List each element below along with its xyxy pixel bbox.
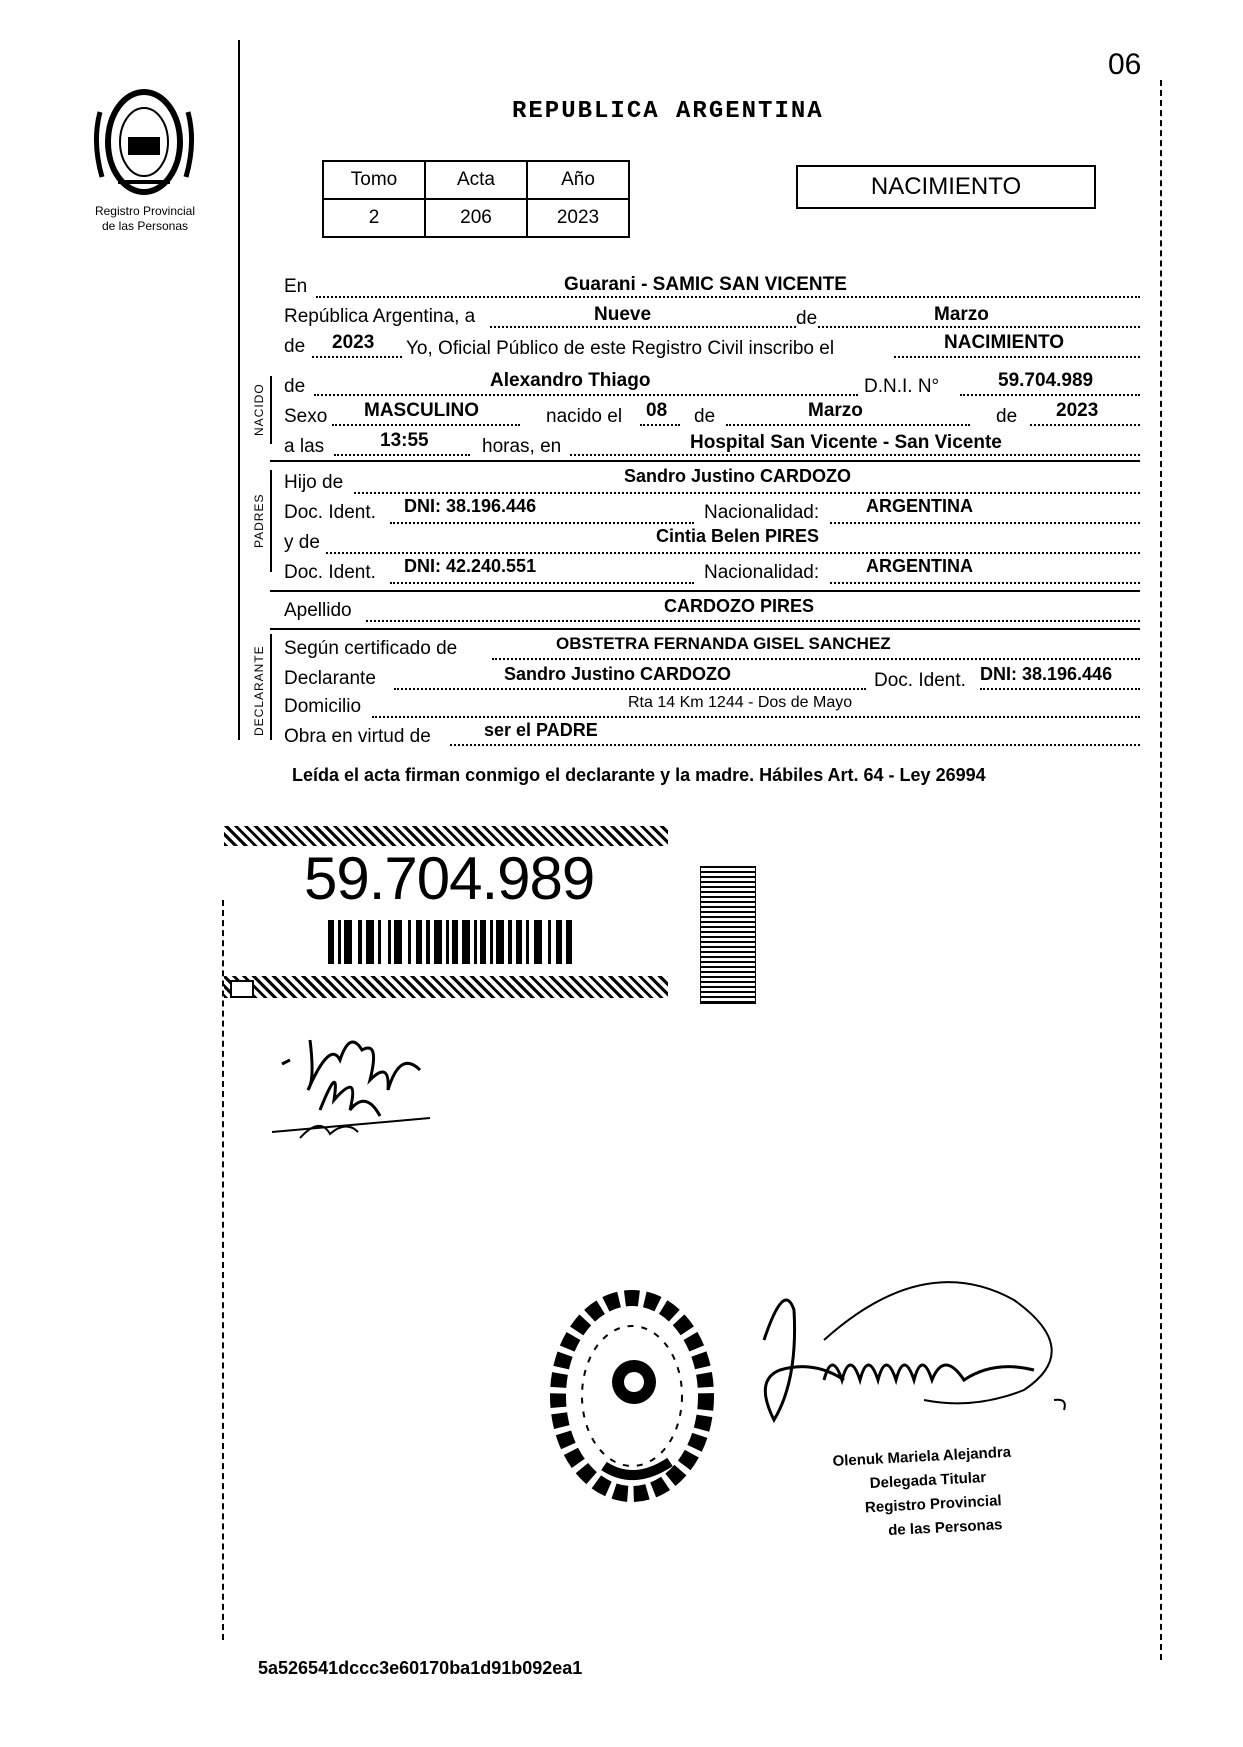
official-signature-icon	[724, 1270, 1104, 1440]
divider-apellido	[270, 628, 1140, 630]
row-relation	[284, 722, 1140, 748]
official-org2: de las Personas	[887, 1516, 1003, 1540]
value-month-word: Marzo	[934, 304, 989, 325]
coat-of-arms-icon	[88, 82, 200, 200]
label-apellido: Apellido	[284, 600, 352, 621]
dotted-line	[316, 296, 1140, 298]
dotted-line	[830, 522, 1140, 524]
dotted-line	[314, 394, 858, 396]
row-address	[284, 694, 1140, 720]
dotted-line	[570, 454, 1140, 456]
ref-header-tomo: Tomo	[323, 161, 425, 199]
row-surname	[284, 598, 1140, 624]
label-de-name: de	[284, 376, 306, 397]
official-org1: Registro Provincial	[864, 1492, 1003, 1517]
dotted-line	[960, 394, 1140, 396]
value-declarant-doc: DNI: 38.196.446	[980, 664, 1113, 684]
dotted-line	[830, 582, 1140, 584]
row-mother-doc	[284, 556, 1140, 586]
ref-header-ano: Año	[527, 161, 629, 199]
row-place	[284, 274, 1140, 300]
row-name	[284, 372, 1140, 398]
divider-padres	[270, 590, 1140, 592]
row-year-act	[284, 334, 1140, 360]
label-segun: Según certificado de	[284, 638, 458, 659]
ref-value-ano: 2023	[527, 199, 629, 237]
official-name: Olenuk Mariela Alejandra	[832, 1443, 1012, 1470]
label-a-las: a las	[284, 436, 325, 457]
value-year: 2023	[332, 332, 375, 353]
label-nacido-el: nacido el	[546, 406, 623, 427]
label-doc-ident: Doc. Ident.	[284, 502, 376, 523]
label-nacionalidad: Nacionalidad:	[704, 502, 820, 523]
act-type-box: NACIMIENTO	[796, 165, 1096, 209]
label-yo: Yo, Oficial Público de este Registro Civil inscribo el	[406, 338, 835, 359]
label-declarante: Declarante	[284, 668, 376, 689]
label-de-day: de	[694, 406, 716, 427]
left-margin-rule	[238, 40, 240, 740]
dotted-line	[450, 744, 1140, 746]
document-hash: 5a526541dccc3e60170ba1d91b092ea1	[258, 1658, 583, 1678]
value-name: Alexandro Thiago	[490, 370, 651, 391]
dotted-line	[1030, 424, 1140, 426]
value-surname: CARDOZO PIRES	[664, 596, 815, 616]
label-doc-ident-declarant: Doc. Ident.	[874, 670, 966, 691]
value-father-nat: ARGENTINA	[866, 496, 973, 516]
row-father	[284, 466, 1140, 496]
label-de: de	[796, 308, 818, 329]
official-title: Delegada Titular	[869, 1468, 987, 1493]
label-hijo-de: Hijo de	[284, 472, 344, 493]
declarante-bracket	[270, 634, 272, 740]
security-band-top	[224, 826, 668, 846]
dotted-line	[726, 424, 970, 426]
padres-bracket	[270, 470, 272, 572]
row-certifier	[284, 636, 1140, 662]
ref-header-acta: Acta	[425, 161, 527, 199]
dotted-line	[390, 582, 694, 584]
label-de-month: de	[996, 406, 1018, 427]
nacido-bracket	[270, 376, 272, 444]
footer-note: Leída el acta firman conmigo el declarante y la madre. Hábiles Art. 64 - Ley 26994	[292, 765, 986, 785]
org-line-1: Registro Provincial	[94, 204, 196, 218]
label-horas-en: horas, en	[482, 436, 562, 457]
dotted-line	[492, 658, 1140, 660]
value-birth-year: 2023	[1056, 400, 1099, 421]
row-time-place	[284, 432, 1140, 458]
hologram-icon	[700, 866, 756, 1004]
label-sexo: Sexo	[284, 406, 328, 427]
official-block	[832, 1436, 1097, 1545]
label-republica: República Argentina, a	[284, 306, 476, 327]
value-relation: ser el PADRE	[484, 720, 598, 740]
dotted-line	[326, 552, 1140, 554]
dotted-line	[354, 492, 1140, 494]
row-sex-birth	[284, 402, 1140, 428]
label-obra: Obra en virtud de	[284, 726, 431, 747]
divider-nacido	[270, 460, 1140, 462]
ref-value-tomo: 2	[323, 199, 425, 237]
left-margin-rule-lower	[222, 900, 224, 1640]
dotted-line	[894, 356, 1140, 358]
org-name	[70, 204, 220, 234]
section-nacido: NACIDO	[252, 383, 266, 436]
dotted-line	[332, 424, 520, 426]
dotted-line	[640, 424, 680, 426]
label-nacionalidad-mother: Nacionalidad:	[704, 562, 820, 583]
label-domicilio: Domicilio	[284, 696, 362, 717]
label-de2: de	[284, 336, 306, 357]
reference-table	[322, 160, 630, 238]
dotted-line	[312, 356, 402, 358]
dotted-line	[334, 454, 470, 456]
dotted-line	[394, 688, 866, 690]
dotted-line	[390, 522, 694, 524]
label-doc-ident-mother: Doc. Ident.	[284, 562, 376, 583]
value-birthplace: Hospital San Vicente - San Vicente	[690, 432, 1002, 453]
section-padres: PADRES	[252, 493, 266, 548]
label-dni: D.N.I. N°	[864, 376, 940, 397]
value-declarant: Sandro Justino CARDOZO	[504, 664, 732, 684]
value-address: Rta 14 Km 1244 - Dos de Mayo	[628, 694, 853, 711]
section-declarante: DECLARANTE	[252, 645, 266, 736]
dotted-line	[980, 688, 1140, 690]
value-time: 13:55	[380, 430, 429, 451]
value-sex: MASCULINO	[364, 400, 480, 421]
right-margin-rule	[1160, 80, 1162, 1660]
value-father-doc: DNI: 38.196.446	[404, 496, 537, 516]
value-birth-month: Marzo	[808, 400, 863, 421]
row-declarant	[284, 666, 1140, 692]
security-band-bottom	[224, 976, 668, 998]
country-title: REPUBLICA ARGENTINA	[512, 98, 824, 125]
value-mother-nat: ARGENTINA	[866, 556, 973, 576]
barcode-icon	[328, 920, 574, 964]
value-mother-doc: DNI: 42.240.551	[404, 556, 537, 576]
row-father-doc	[284, 496, 1140, 526]
row-date	[284, 304, 1140, 330]
label-y-de: y de	[284, 532, 320, 553]
band-marker	[230, 980, 254, 998]
value-certifier: OBSTETRA FERNANDA GISEL SANCHEZ	[556, 634, 891, 653]
value-day-word: Nueve	[594, 304, 652, 325]
org-line-2: de las Personas	[101, 219, 189, 233]
dotted-line	[372, 716, 1140, 718]
row-mother	[284, 526, 1140, 556]
dotted-line	[366, 620, 1140, 622]
value-birth-day: 08	[646, 400, 668, 421]
dni-large: 59.704.989	[304, 845, 595, 912]
value-father: Sandro Justino CARDOZO	[624, 466, 852, 486]
value-act: NACIMIENTO	[944, 332, 1064, 353]
page-number: 06	[1108, 48, 1142, 81]
value-mother: Cintia Belen PIRES	[656, 526, 820, 546]
value-place: Guarani - SAMIC SAN VICENTE	[564, 274, 847, 295]
label-en: En	[284, 276, 308, 297]
value-dni: 59.704.989	[998, 370, 1094, 391]
hospital-stamp-icon	[544, 1286, 720, 1506]
ref-value-acta: 206	[425, 199, 527, 237]
declarant-signature-icon	[270, 1020, 440, 1150]
